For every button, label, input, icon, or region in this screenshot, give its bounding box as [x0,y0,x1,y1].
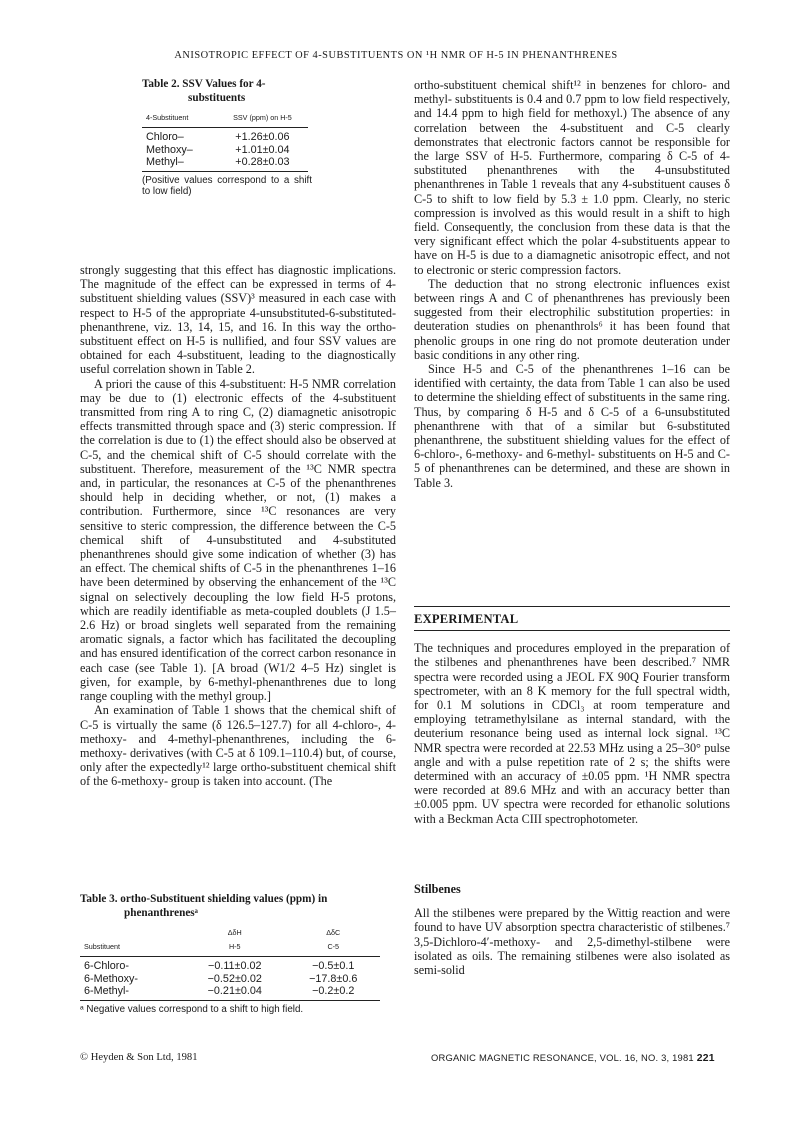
stilbenes-section [414,882,730,977]
table-3-block [80,893,396,1016]
table-2-block [80,78,396,198]
stilbenes-heading: Stilbenes [414,882,461,896]
copyright-footer: © Heyden & Son Ltd, 1981 [80,1052,198,1063]
table-cell: +1.26±0.06 [235,131,290,144]
table-cell: −0.21±0.04 [183,985,286,1000]
table-3-header-h5-bottom: H-5 [228,942,241,952]
table-3-header-h5 [183,924,286,957]
table-cell: +1.01±0.04 [235,143,290,156]
table-3-caption-line2: phenanthrenesᵃ [124,906,198,919]
table-3-header-h5-top: ΔδH [227,928,242,937]
table-2-header-substituent: 4-Substituent [142,109,217,128]
table-2-caption-line1: Table 2. SSV Values for 4- [142,78,266,90]
table-3-caption-line1: Table 3. ortho-Substituent shielding values (ppm) in [80,893,328,905]
table-cell: −0.52±0.02 [207,972,262,985]
journal-footer [431,1052,715,1064]
table-row [80,985,380,1000]
page-number: 221 [696,1053,715,1064]
table-3-header-substituent: Substituent [80,924,183,957]
table-cell: −17.8±0.6 [309,972,358,985]
table-row [142,144,308,157]
table-2-header-ssv: SSV (ppm) on H-5 [217,109,308,128]
table-cell: Methoxy– [146,143,193,156]
table-cell: −0.11±0.02 [208,960,262,973]
paragraph: The deduction that no strong electronic influences exist between rings A and C of phenanthrenes has previously been suggested from their electrophilic substitution properties: in deuteration studies on phenanthrols⁶ it has been found that phenolic groups in one ring do not promote deuteration under basic conditions in any other ring. [414,276,730,362]
paragraph: An examination of Table 1 shows that the chemical shift of C-5 is virtually the same (δ 126.5–127.7) for all 4-chloro-, 4-methoxy- and 4-methyl-phenanthrenes, including the 6-methoxy- derivatives (with C-5 at δ 109.1–110.4) but, of course, only after the expectedly¹² large ortho-substituent chemical shift of the 6-methoxy- group is taken into account. (The [80,703,396,789]
table-3 [80,924,380,1001]
table-cell: −0.5±0.1 [312,960,355,973]
table-2 [142,109,308,172]
paragraph: A priori the cause of this 4-substituent: H-5 NMR correlation may be due to (1) electronic effects of the 4-substituent transmitted from ring A to ring C, (2) diamagnetic anisotropic effects transmitted through space and (3) steric compression. If the correlation is due to (1) the effect should also be observed at C-5, and the chemical shift of C-5 should correlate with the substituent. Therefore, measurement of the ¹³C NMR spectra and, in particular, the resonances at C-5 of the phenanthrenes should help in deciding whether, or not, (1) makes a contribution. Furthermore, since ¹³C resonances are very sensitive to steric compression, the difference between the C-5 chemical shift of 4-unsubstituted and 4-substituted phenanthrenes should give some indication of whether (3) has an effect. The chemical shifts of C-5 in the phenanthrenes 1–16 have been determined by observing the enhancement of the ¹³C signal on selectively decoupling the low field H-5 protons, which are readily identifiable as meta-coupled doublets (J 1.5–2.6 Hz) or broad singlets well separated from the remaining aromatic signals, a factor which has facilitated the decoupling and has ensured identification of the correct carbon resonance in each case (see Table 1). [A broad (W1/2 4–5 Hz) singlet is given, for example, by 6-methyl-phenanthrenes due to long range coupling with the methyl group.] [80,376,396,704]
table-3-caption [80,893,396,920]
table-3-header-c5-top: ΔδC [326,928,341,937]
right-column-text [414,78,730,490]
paragraph: All the stilbenes were prepared by the Wittig reaction and were found to have UV absorption spectra characteristic of stilbenes.⁷ 3,5-Dichloro-4′-methoxy- and 2,5-dimethyl-stilbene were isolated as oils. The remaining stilbenes were also isolated as semi-solid [414,906,730,978]
table-2-caption [142,78,352,105]
running-header: ANISOTROPIC EFFECT OF 4-SUBSTITUENTS ON ¹H NMR OF H-5 IN PHENANTHRENES [174,50,618,61]
paragraph: strongly suggesting that this effect has diagnostic implications. The magnitude of the effect can be expressed in terms of 4-substituent shielding values (SSV)³ measured in each case with respect to H-5 of the appropriate 4-unsubstituted-6-substituted-phenanthrene, viz. 13, 14, 15, and 16. In this way the ortho-substituent effect on H-5 is nullified, and four SSV values are obtained for each 4-substituent, leading to the diagnostically useful correlation shown in Table 2. [80,263,396,377]
table-row [80,973,380,986]
table-cell: 6-Methoxy- [84,972,139,985]
table-2-caption-line2: substituents [188,91,246,104]
experimental-heading: EXPERIMENTAL [414,606,730,631]
paragraph: Since H-5 and C-5 of the phenanthrenes 1–16 can be identified with certainty, the data from Table 1 can also be used to determine the shielding effect of substituents in the same ring. Thus, by comparing δ H-5 and δ C-5 of a 6-unsubstituted phenanthrene with that of a similar but 6-substituted phenanthrene, the substituent shielding values for the effect of 6-chloro-, 6-methoxy- and 6-methyl- substituents on H-5 and C-5 of phenanthrenes can be determined, and these are shown in Table 3. [414,362,730,490]
table-3-header-c5 [286,924,380,957]
table-cell: 6-Chloro- [84,960,130,973]
table-cell: −0.2±0.2 [286,985,380,1000]
table-cell: Chloro– [146,131,184,144]
table-2-note: (Positive values correspond to a shift to low field) [142,174,312,198]
paragraph: ortho-substituent chemical shift¹² in benzenes for chloro- and methyl- substituents is 0.4 and 0.7 ppm to low field respectively, and 14.4 ppm to high field for methoxyl.) The absence of any correlation between the 4-substituent and C-5 clearly demonstrates that electronic factors cannot be responsible for the large SSV of H-5. Furthermore, comparing δ C-5 of 4-substituted phenanthrenes with the 4-unsubstituted phenanthrenes in Table 1 reveals that any 4-substituent causes δ C-5 to shift to low field by 5.3 ± 1.0 ppm. Clearly, no steric compression is involved as this would result in a shift to high field. Consequently, the conclusion from these data is that the very significant effect which the polar 4-substituents appear to have on H-5 is due to a diamagnetic anisotropic effect, and not to electronic or steric compression factors. [414,78,730,277]
paragraph: The techniques and procedures employed in the preparation of the stilbenes and phenanthrenes have been described.⁷ NMR spectra were recorded using a JEOL FX 90Q Fourier transform spectrometer, with an 8 K memory for the full spectral width, for 0.1 M solutions in CDCl₃ at room temperature and employing tetramethylsilane as internal standard, with the deuterium resonance being used as internal lock signal. ¹³C NMR spectra were recorded at 22.53 MHz using a 25–30° pulse angle and with a pulse repetition rate of 2 s; the shifts were determined with an accuracy of ±0.05 ppm. ¹H NMR spectra were recorded at 89.6 MHz and with an accuracy better than ±0.005 ppm. UV spectra were recorded for ethanolic solutions with a Beckman Acta CIII spectrophotometer. [414,641,730,826]
table-cell: +0.28±0.03 [217,156,308,171]
table-cell: 6-Methyl- [80,985,183,1000]
table-row [142,156,308,171]
table-3-header-c5-bottom: C-5 [327,942,340,952]
table-cell: Methyl– [142,156,217,171]
table-3-note: ᵃ Negative values correspond to a shift to high field. [80,1003,304,1015]
experimental-section [414,606,730,826]
journal-citation: ORGANIC MAGNETIC RESONANCE, VOL. 16, NO. 3, 1981 [431,1052,694,1063]
table-row [142,128,308,144]
table-row [80,957,380,973]
left-column-text [80,263,396,789]
